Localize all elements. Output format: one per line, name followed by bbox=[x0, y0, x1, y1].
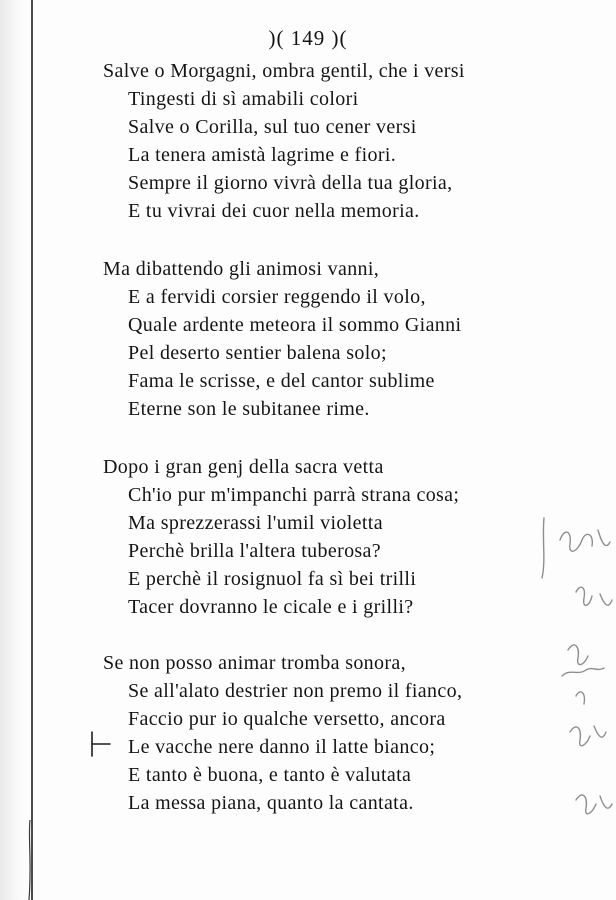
verse-line: Le vacche nere danno il latte bianco; bbox=[128, 736, 436, 758]
verse-line: Ch'io pur m'impanchi parrà strana cosa; bbox=[128, 484, 460, 506]
verse-line: Se all'alato destrier non premo il fianco, bbox=[128, 680, 463, 702]
verse-line: Ma sprezzerassi l'umil violetta bbox=[128, 512, 383, 534]
verse-line: La tenera amistà lagrime e fiori. bbox=[128, 144, 397, 166]
verse-line: E perchè il rosignuol fa sì bei trilli bbox=[128, 568, 417, 590]
verse-line: Salve o Morgagni, ombra gentil, che i versi bbox=[103, 60, 465, 82]
verse-line: E a fervidi corsier reggendo il volo, bbox=[128, 286, 426, 308]
page-number: )( 149 )( bbox=[268, 26, 348, 50]
verse-line: Perchè brilla l'altera tuberosa? bbox=[128, 540, 382, 562]
verse-line: Faccio pur io qualche versetto, ancora bbox=[128, 708, 446, 730]
verse-line: Dopo i gran genj della sacra vetta bbox=[103, 456, 384, 478]
verse-line: Quale ardente meteora il sommo Gianni bbox=[128, 314, 462, 336]
verse-line: E tu vivrai dei cuor nella memoria. bbox=[128, 200, 420, 222]
verse-line: Eterne son le subitanee rime. bbox=[128, 398, 370, 420]
page-gutter-shadow bbox=[0, 0, 24, 900]
verse-line: Pel deserto sentier balena solo; bbox=[128, 342, 387, 364]
handwriting-scribble-icon bbox=[520, 500, 616, 830]
page-binding-edge bbox=[31, 0, 33, 900]
verse-line: Se non posso animar tromba sonora, bbox=[103, 652, 406, 674]
margin-bracket-mark-icon bbox=[86, 728, 114, 760]
verse-line: La messa piana, quanto la cantata. bbox=[128, 792, 414, 814]
verse-line: Tacer dovranno le cicale e i grilli? bbox=[128, 596, 414, 618]
page-crease-mark bbox=[22, 820, 38, 900]
verse-line: Salve o Corilla, sul tuo cener versi bbox=[128, 116, 417, 138]
verse-line: Fama le scrisse, e del cantor sublime bbox=[128, 370, 435, 392]
verse-line: Ma dibattendo gli animosi vanni, bbox=[103, 258, 380, 280]
verse-line: Sempre il giorno vivrà della tua gloria, bbox=[128, 172, 453, 194]
verse-line: Tingesti di sì amabili colori bbox=[128, 88, 359, 110]
verse-line: E tanto è buona, e tanto è valutata bbox=[128, 764, 412, 786]
